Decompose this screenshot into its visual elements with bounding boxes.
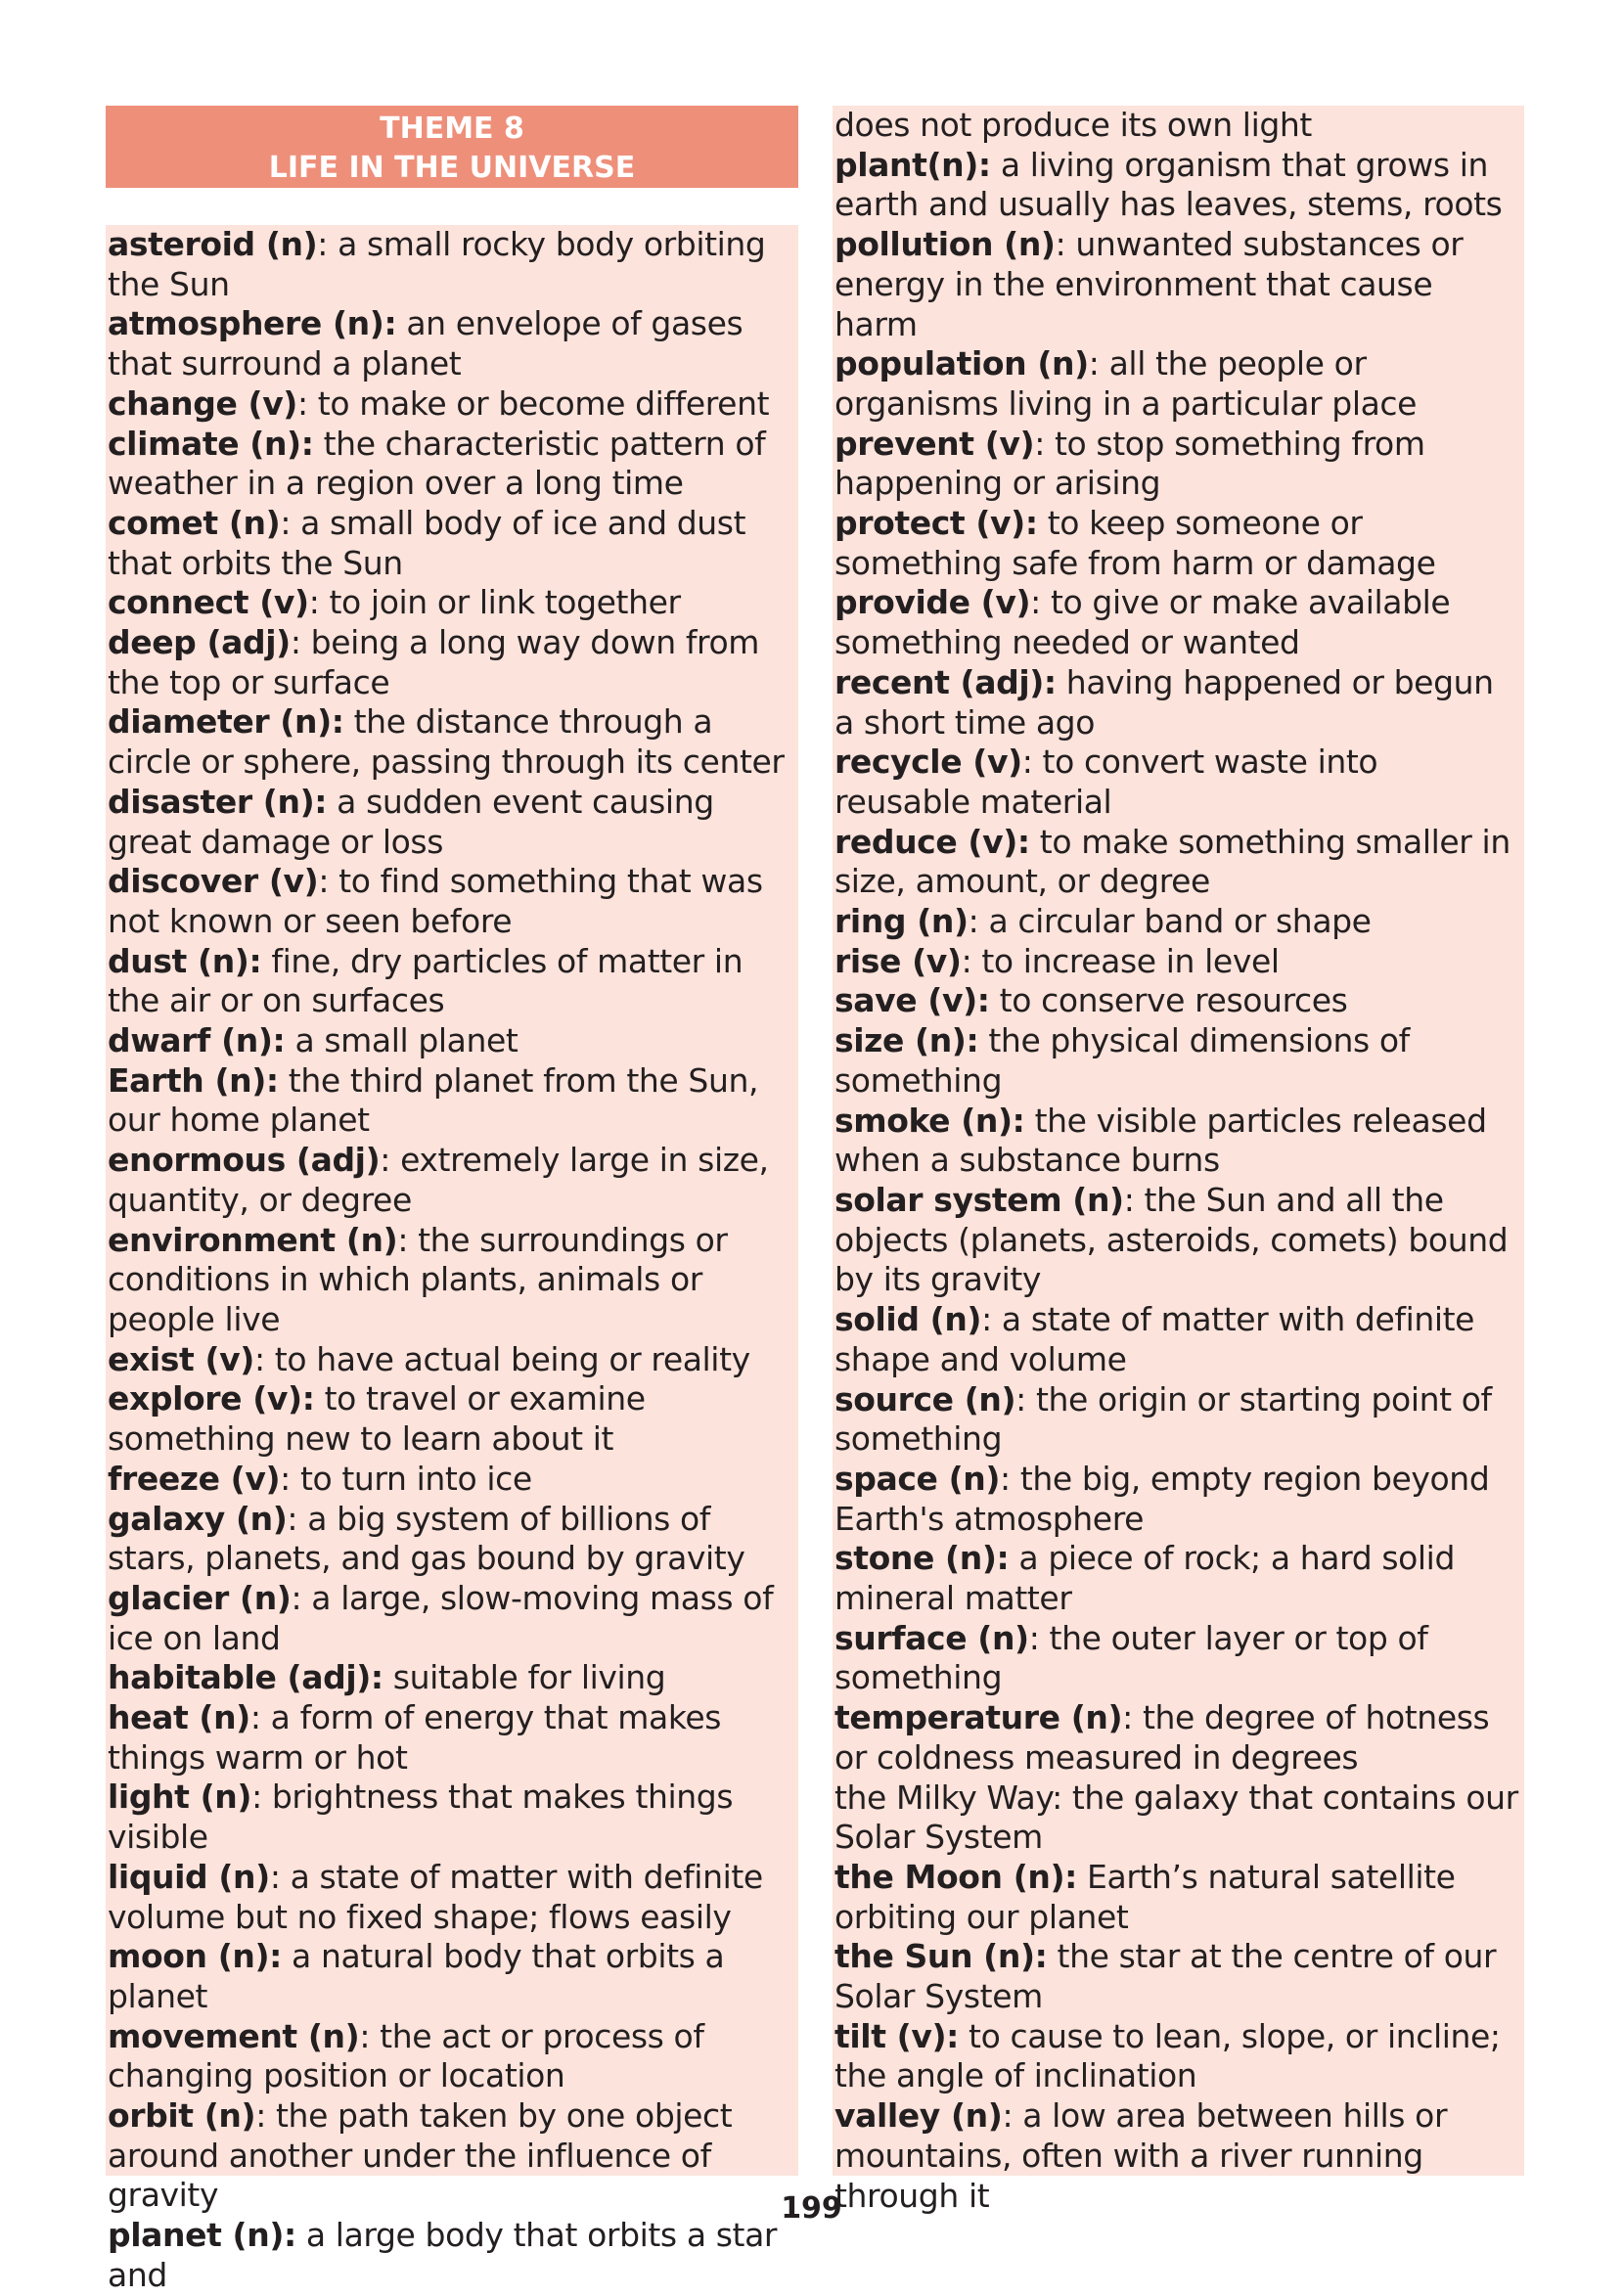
glossary-definition: a small planet xyxy=(285,1021,518,1060)
glossary-definition: : the outer layer or top of something xyxy=(834,1618,1428,1697)
glossary-definition: having happened or begun a short time ago xyxy=(834,662,1494,742)
glossary-term: tilt (v): xyxy=(834,2016,959,2055)
glossary-definition: does not produce its own light xyxy=(834,106,1312,144)
glossary-definition: : being a long way down from the top or surface xyxy=(108,623,760,701)
glossary-term: disaster (n): xyxy=(108,782,328,821)
glossary-term: recent (adj): xyxy=(834,662,1057,701)
glossary-term: glacier (n) xyxy=(108,1578,292,1617)
glossary-entry xyxy=(834,1102,1520,1181)
glossary-term: moon (n): xyxy=(108,1937,282,1976)
glossary-entry xyxy=(108,504,794,583)
glossary-entry xyxy=(108,425,794,504)
glossary-term: surface (n) xyxy=(834,1618,1029,1657)
theme-number: THEME 8 xyxy=(380,112,524,146)
glossary-entry xyxy=(108,1340,794,1380)
glossary-entry xyxy=(834,1858,1520,1937)
glossary-term: heat (n) xyxy=(108,1698,250,1737)
glossary-entry xyxy=(108,1858,794,1937)
glossary-entry xyxy=(108,1500,794,1579)
glossary-entry xyxy=(108,225,794,304)
glossary-term: population (n) xyxy=(834,344,1089,383)
glossary-definition: : the act or process of changing position or location xyxy=(108,2016,704,2095)
glossary-entry xyxy=(834,1539,1520,1618)
glossary-entry xyxy=(108,2017,794,2096)
glossary-entry xyxy=(834,425,1520,504)
glossary-term: diameter (n): xyxy=(108,702,344,742)
glossary-definition: : the big, empty region beyond Earth's atmosphere xyxy=(834,1459,1490,1538)
glossary-term: explore (v): xyxy=(108,1379,315,1418)
glossary-term: atmosphere (n): xyxy=(108,304,397,343)
glossary-definition: : to find something that was not known or seen before xyxy=(108,862,763,940)
glossary-entry xyxy=(834,743,1520,822)
glossary-entry xyxy=(108,942,794,1021)
glossary-definition: the Milky Way: the galaxy that contains our Solar System xyxy=(834,1778,1518,1857)
glossary-entry xyxy=(108,1379,794,1459)
glossary-term: movement (n) xyxy=(108,2016,360,2055)
glossary-definition: : a large, slow-moving mass of ice on land xyxy=(108,1578,774,1657)
glossary-entry xyxy=(834,225,1520,344)
glossary-entry xyxy=(834,1380,1520,1460)
theme-title: LIFE IN THE UNIVERSE xyxy=(268,151,636,185)
glossary-term: habitable (adj): xyxy=(108,1658,383,1697)
glossary-definition: a living organism that grows in earth and usually has leaves, stems, roots xyxy=(834,145,1503,224)
glossary-definition: : the path taken by one object around another under the influence of gravity xyxy=(108,2096,733,2215)
glossary-term: comet (n) xyxy=(108,503,281,542)
glossary-entry xyxy=(108,1221,794,1340)
glossary-entry xyxy=(108,1579,794,1658)
glossary-definition: : to increase in level xyxy=(961,941,1280,980)
glossary-entry xyxy=(108,583,794,623)
glossary-definition: : the surroundings or conditions in which plants, animals or people live xyxy=(108,1220,728,1338)
theme-header xyxy=(106,106,798,188)
glossary-term: smoke (n): xyxy=(834,1101,1025,1140)
glossary-entry xyxy=(834,981,1520,1021)
glossary-definition: : a state of matter with definite volume but no fixed shape; flows easily xyxy=(108,1857,763,1936)
glossary-term: discover (v) xyxy=(108,862,319,901)
glossary-definition: : to stop something from happening or arising xyxy=(834,424,1425,503)
glossary-definition: a large body that orbits a star and xyxy=(108,2216,778,2294)
glossary-entry xyxy=(108,1778,794,1857)
glossary-entry xyxy=(834,1181,1520,1300)
glossary-definition: : all the people or organisms living in a particular place xyxy=(834,344,1418,423)
glossary-entry xyxy=(108,1460,794,1500)
glossary-term: stone (n): xyxy=(834,1539,1010,1578)
glossary-term: exist (v) xyxy=(108,1339,254,1378)
glossary-definition: an envelope of gases that surround a planet xyxy=(108,304,744,383)
glossary-entry xyxy=(834,902,1520,942)
glossary-entry xyxy=(834,823,1520,902)
glossary-definition: : to give or make available something needed or wanted xyxy=(834,583,1451,662)
glossary-definition: : to turn into ice xyxy=(280,1459,532,1498)
glossary-entry xyxy=(108,862,794,941)
glossary-definition: : to make or become different xyxy=(296,383,770,423)
glossary-entry xyxy=(834,942,1520,982)
glossary-term: asteroid (n) xyxy=(108,225,318,263)
glossary-term: reduce (v): xyxy=(834,822,1030,861)
glossary-term: planet (n): xyxy=(108,2216,296,2255)
glossary-entry xyxy=(108,623,794,702)
glossary-definition: fine, dry particles of matter in the air or on surfaces xyxy=(108,941,744,1020)
glossary-entry xyxy=(834,1619,1520,1698)
glossary-definition: : a low area between hills or mountains, often with a river running through it xyxy=(834,2096,1448,2215)
glossary-term: the Sun (n): xyxy=(834,1937,1048,1976)
glossary-definition: the star at the centre of our Solar System xyxy=(834,1937,1497,2016)
glossary-definition: : the origin or starting point of something xyxy=(834,1379,1492,1459)
glossary-definition: : extremely large in size, quantity, or degree xyxy=(108,1141,769,1219)
glossary-term: source (n) xyxy=(834,1379,1016,1418)
glossary-definition: to cause to lean, slope, or incline; the angle of inclination xyxy=(834,2016,1501,2095)
glossary-entry xyxy=(834,1021,1520,1101)
glossary-entry xyxy=(108,1937,794,2016)
glossary-entry xyxy=(834,1698,1520,1778)
glossary-term: recycle (v) xyxy=(834,743,1022,782)
glossary-definition: : the Sun and all the objects (planets, asteroids, comets) bound by its gravity xyxy=(834,1180,1509,1299)
glossary-column-right xyxy=(833,106,1524,2215)
glossary-definition: : a circular band or shape xyxy=(968,902,1372,941)
glossary-definition: the physical dimensions of something xyxy=(834,1021,1410,1100)
glossary-definition: : the degree of hotness or coldness measured in degrees xyxy=(834,1698,1490,1777)
glossary-entry xyxy=(834,1300,1520,1379)
glossary-term: liquid (n) xyxy=(108,1857,270,1896)
glossary-definition: to conserve resources xyxy=(989,981,1348,1020)
glossary-term: change (v) xyxy=(108,383,297,423)
glossary-term: temperature (n) xyxy=(834,1698,1123,1737)
glossary-entry xyxy=(834,583,1520,662)
glossary-definition: : to convert waste into reusable material xyxy=(834,743,1378,821)
glossary-definition: suitable for living xyxy=(383,1658,666,1697)
glossary-term: light (n) xyxy=(108,1778,252,1817)
glossary-term: protect (v): xyxy=(834,504,1038,543)
glossary-term: environment (n) xyxy=(108,1220,398,1259)
glossary-definition: a piece of rock; a hard solid mineral matter xyxy=(834,1539,1456,1618)
glossary-term: orbit (n) xyxy=(108,2096,256,2136)
glossary-term: space (n) xyxy=(834,1459,1001,1498)
glossary-term: provide (v) xyxy=(834,583,1031,622)
glossary-definition: the visible particles released when a substance burns xyxy=(834,1101,1487,1180)
glossary-term: solar system (n) xyxy=(834,1180,1124,1219)
glossary-entry xyxy=(108,1021,794,1061)
glossary-term: enormous (adj) xyxy=(108,1141,381,1180)
glossary-definition: : brightness that makes things visible xyxy=(108,1778,734,1857)
glossary-entry xyxy=(834,146,1520,225)
glossary-entry xyxy=(108,1061,794,1141)
glossary-definition: to keep someone or something safe from harm or damage xyxy=(834,504,1436,582)
glossary-entry xyxy=(108,1658,794,1698)
glossary-definition: : a small rocky body orbiting the Sun xyxy=(108,225,766,303)
glossary-term: pollution (n) xyxy=(834,225,1056,264)
glossary-term: save (v): xyxy=(834,981,990,1020)
glossary-term: dust (n): xyxy=(108,941,262,980)
glossary-term: galaxy (n) xyxy=(108,1499,288,1538)
glossary-term: deep (adj) xyxy=(108,623,291,662)
page-number: 199 xyxy=(781,2191,842,2226)
glossary-entry xyxy=(834,2017,1520,2096)
glossary-term: rise (v) xyxy=(834,941,962,980)
glossary-definition: : a big system of billions of stars, planets, and gas bound by gravity xyxy=(108,1499,745,1578)
glossary-definition: a natural body that orbits a planet xyxy=(108,1937,725,2015)
glossary-entry-continued xyxy=(834,106,1520,146)
glossary-column-left xyxy=(106,225,798,2294)
glossary-definition: to travel or examine something new to learn about it xyxy=(108,1379,646,1459)
glossary-definition: : a small body of ice and dust that orbits the Sun xyxy=(108,503,746,582)
glossary-term: freeze (v) xyxy=(108,1459,281,1498)
glossary-entry xyxy=(834,1778,1520,1858)
glossary-entry xyxy=(108,1141,794,1220)
glossary-entry xyxy=(834,504,1520,583)
glossary-entry xyxy=(108,384,794,425)
glossary-definition: : a form of energy that makes things warm or hot xyxy=(108,1698,722,1777)
glossary-definition: : to have actual being or reality xyxy=(253,1339,750,1378)
glossary-definition: : a state of matter with definite shape and volume xyxy=(834,1300,1475,1378)
glossary-entry xyxy=(834,663,1520,743)
glossary-term: the Moon (n): xyxy=(834,1857,1077,1896)
glossary-term: climate (n): xyxy=(108,424,314,463)
glossary-entry xyxy=(834,1460,1520,1539)
glossary-term: plant(n): xyxy=(834,145,991,184)
glossary-definition: the characteristic pattern of weather in a region over a long time xyxy=(108,424,766,503)
glossary-entry xyxy=(108,304,794,383)
glossary-entry xyxy=(834,344,1520,424)
glossary-entry xyxy=(108,1698,794,1778)
glossary-definition: to make something smaller in size, amount, or degree xyxy=(834,822,1510,901)
glossary-entry xyxy=(834,1937,1520,2016)
glossary-term: prevent (v) xyxy=(834,424,1035,463)
glossary-term: Earth (n): xyxy=(108,1060,279,1100)
glossary-term: size (n): xyxy=(834,1021,979,1060)
glossary-definition: : unwanted substances or energy in the environment that cause harm xyxy=(834,225,1464,343)
glossary-entry xyxy=(108,702,794,782)
glossary-definition: Earth’s natural satellite orbiting our planet xyxy=(834,1857,1456,1936)
glossary-definition: the distance through a circle or sphere, passing through its center xyxy=(108,702,785,782)
glossary-definition: a sudden event causing great damage or loss xyxy=(108,782,714,861)
glossary-term: ring (n) xyxy=(834,902,969,941)
glossary-definition: the third planet from the Sun, our home planet xyxy=(108,1060,759,1140)
glossary-definition: : to join or link together xyxy=(308,583,681,622)
glossary-term: connect (v) xyxy=(108,583,309,622)
glossary-term: dwarf (n): xyxy=(108,1021,286,1060)
glossary-term: solid (n) xyxy=(834,1300,982,1339)
glossary-entry xyxy=(108,783,794,862)
glossary-term: valley (n) xyxy=(834,2096,1003,2136)
